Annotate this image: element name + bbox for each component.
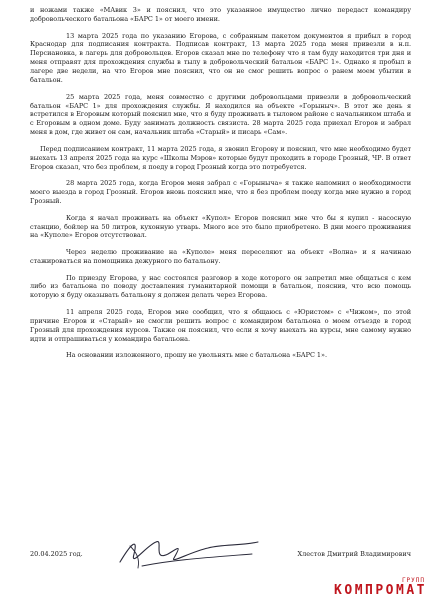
- paragraph-1: и ножами также «МАвик 3» и пояснил, что это указанное имущество лично передаст командиру добровольческого батальона «БАРС 1» от моего имени.: [30, 6, 411, 23]
- signature-date: 20.04.2025 год.: [30, 550, 83, 558]
- paragraph-9: 11 апреля 2025 года, Егоров мне сообщил, что я общаюсь с «Юристом» с «Чижом», по этой причине Егоров и «Старый» не смогли решить вопрос с командиром батальона о моем отъезде в город Грозный для прохождения курсов. Также он пояснил, что если я хочу выехать на курсы, мне самому нужно идти и отпрашиваться у командира батальона.: [30, 307, 411, 343]
- paragraph-4: Перед подписанием контракт, 11 марта 2025 года, я звонил Егорову и пояснил, что мне необходимо будет выехать 13 апреля 2025 года на курс «Школы Мэров» которые будут проходить в городе Грозный, ЧР. В ответ Егоров сказал, что без проблем, я поеду в город Грозный когда это потребуется.: [30, 144, 411, 171]
- paragraph-2: 13 марта 2025 года по указанию Егорова, с собранным пакетом документов я прибыл в город Краснодар для подписания контракта. Подписав контракт, 13 марта 2025 года меня привезли в н.п. Персиановка, в лагерь для добровольцев. Егоров сказал мне по телефону что я там буду находится три дня и меня отправят для прохождения службы в тылу в добровольческий батальон «БАРС 1». Однако я пробыл в лагере две недели, на что Егоров мне пояснил, что он не смог решить вопрос о ранем моем убытии в батальон.: [30, 31, 411, 85]
- paragraph-8: По приезду Егорова, у нас состоялся разговор в ходе которого он запретил мне общаться с кем либо из батальона по поводу доставления гуманитарной помощи в батальон, пояснив, что всю помощь которую я буду оказывать батальону я должен делать через Егорова.: [30, 273, 411, 300]
- paragraph-7: Через неделю проживание на «Куполе» меня переселяют на объект «Волна» и я начинаю стажироваться на помощника дежурного по батальону.: [30, 248, 411, 265]
- paragraph-5: 28 марта 2025 года, когда Егоров меня забрал с «Горыныча» я также напомнил о необходимости моего выезда в город Грозный. Егоров вновь пояснил мне, что я без проблем поеду когда мне нужно в город Грозный.: [30, 179, 411, 206]
- letter-body: [30, 6, 411, 360]
- handwritten-signature: [112, 532, 262, 576]
- watermark-top-text: ГРУПП: [401, 577, 425, 584]
- watermark-main-text: КОМПРОМАТ: [334, 583, 427, 598]
- signature-row: [30, 544, 411, 582]
- watermark-logo: [334, 578, 427, 598]
- paragraph-3: 25 марта 2025 года, меня совместно с другими добровольцами привезли в добровольческий батальон «БАРС 1» для прохождения службы. Я находился на объекте «Горыныч». В этот же день я встретился в Егоровым который пояснил мне, что я буду проживать в тыловом районе с начальником штаба и с Егоровым в одном доме. Буду занимать должность связиста. 28 марта 2025 года приехал Егоров и забрал меня в дом, где живет он сам, начальник штаба «Старый» и писарь «Сам».: [30, 92, 411, 137]
- signatory-name: Хлестов Дмитрий Владимирович: [297, 550, 411, 558]
- paragraph-6: Когда я начал проживать на объект «Купол» Егоров пояснил мне что бы я купил - насосную станцию, бойлер на 50 литров, кухонную утварь. Много все это было приобретено. В дни моего проживания на «Куполе» Егоров отсутствовал.: [30, 213, 411, 240]
- paragraph-10: На основании изложенного, прошу не увольнять мне с батальона «БАРС 1».: [66, 351, 327, 360]
